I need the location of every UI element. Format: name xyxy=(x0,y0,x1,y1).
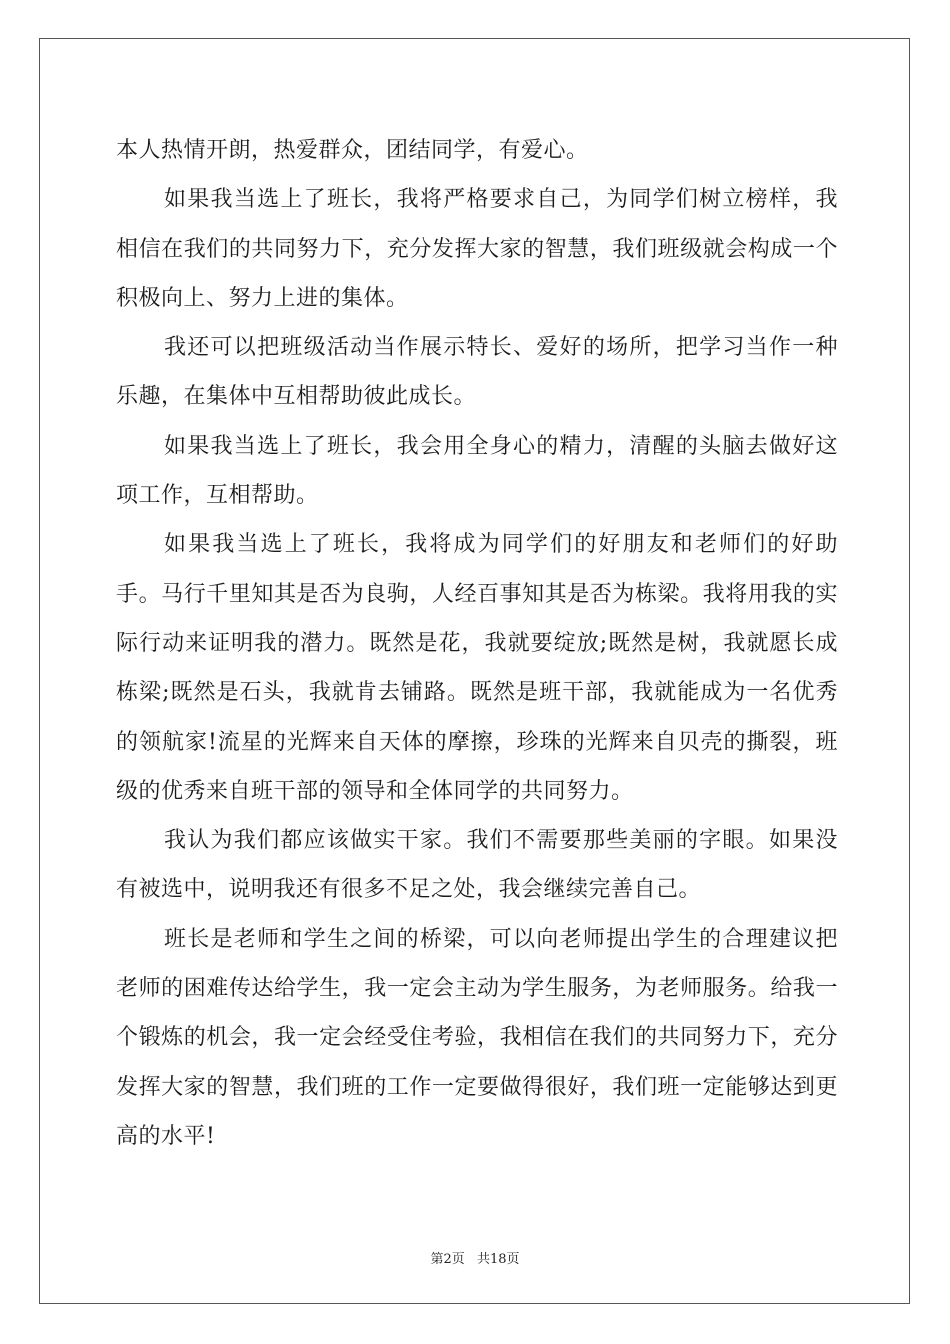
paragraph: 我认为我们都应该做实干家。我们不需要那些美丽的字眼。如果没有被选中，说明我还有很多不足之处，我会继续完善自己。 xyxy=(116,828,838,903)
paragraph: 如果我当选上了班长，我将成为同学们的好朋友和老师们的好助手。马行千里知其是否为良驹，人经百事知其是否为栋梁。我将用我的实际行动来证明我的潜力。既然是花，我就要绽放;既然是树，我就愿长成栋梁;既然是石头，我就肯去铺路。既然是班干部，我就能成为一名优秀的领航家!流星的光辉来自天体的摩擦，珍珠的光辉来自贝壳的撕裂，班级的优秀来自班干部的领导和全体同学的共同努力。 xyxy=(116,532,838,804)
paragraph: 本人热情开朗，热爱群众，团结同学，有爱心。 xyxy=(116,138,589,163)
paragraph: 我还可以把班级活动当作展示特长、爱好的场所，把学习当作一种乐趣，在集体中互相帮助彼此成长。 xyxy=(116,335,838,410)
page-number: 第2页 xyxy=(430,1252,465,1267)
total-pages: 共18页 xyxy=(476,1252,520,1267)
paragraph: 如果我当选上了班长，我将严格要求自己，为同学们树立榜样，我相信在我们的共同努力下，充分发挥大家的智慧，我们班级就会构成一个积极向上、努力上进的集体。 xyxy=(116,187,838,311)
paragraph: 如果我当选上了班长，我会用全身心的精力，清醒的头脑去做好这项工作，互相帮助。 xyxy=(116,433,838,509)
paragraph: 班长是老师和学生之间的桥梁，可以向老师提出学生的合理建议把老师的困难传达给学生，我一定会主动为学生服务，为老师服务。给我一个锻炼的机会，我一定会经受住考验，我相信在我们的共同努力下，充分发挥大家的智慧，我们班的工作一定要做得很好，我们班一定能够达到更高的水平! xyxy=(116,926,838,1149)
page-footer xyxy=(0,1248,950,1267)
document-body xyxy=(116,126,838,1161)
